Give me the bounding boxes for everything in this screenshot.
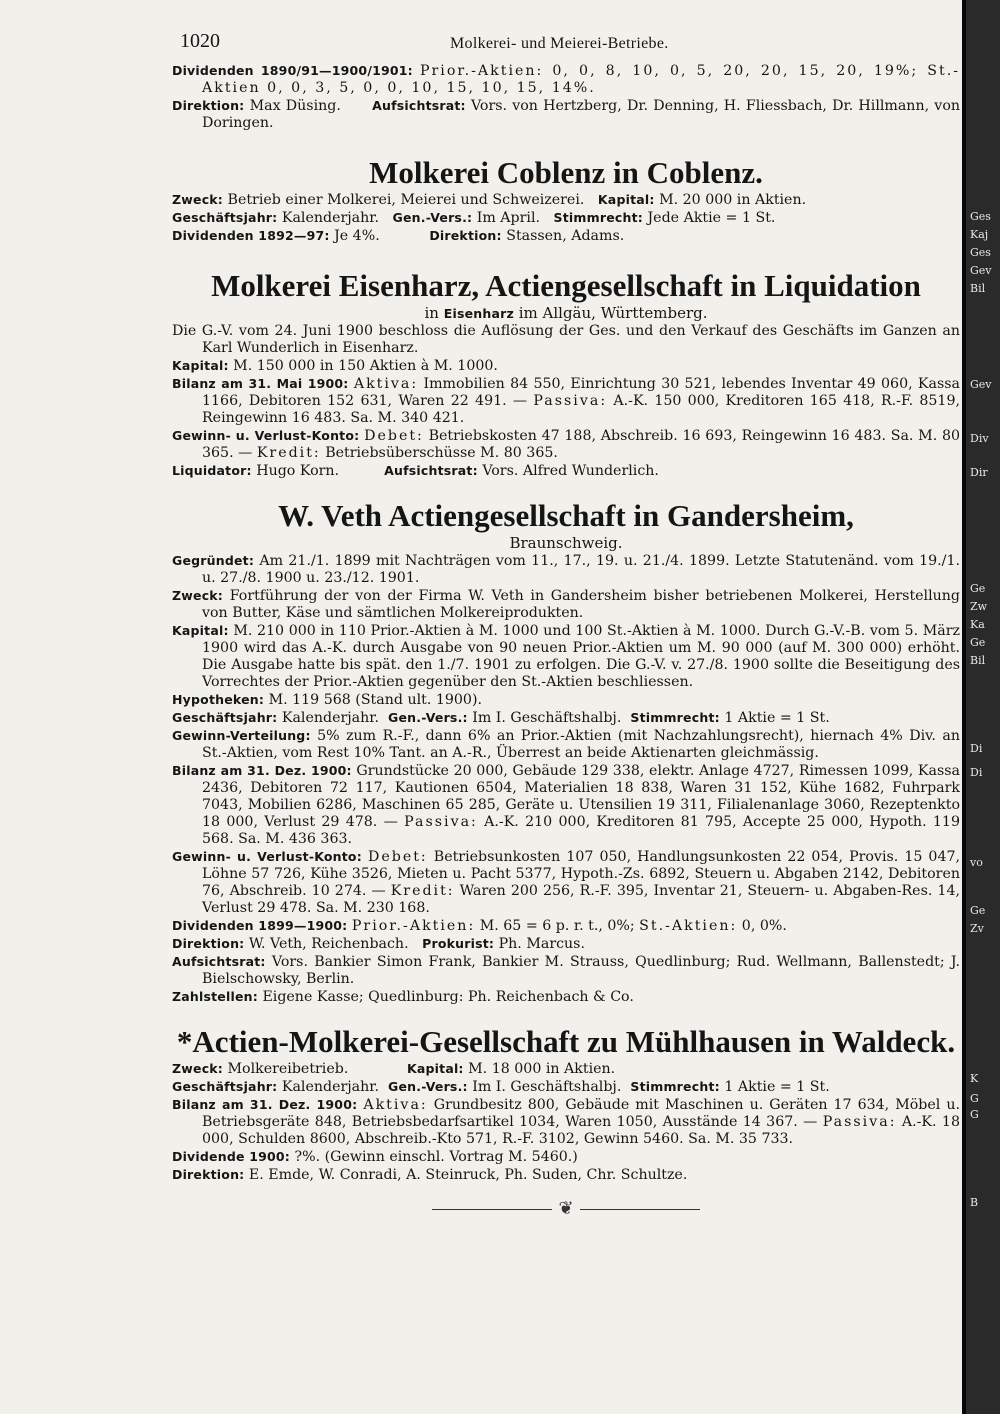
margin-fragment: G: [970, 1092, 979, 1105]
field-value: Betriebskosten 47 188, Abschreib. 16 693, Reingewinn 16 483. Sa. M. 80 365. —: [202, 428, 961, 461]
field-value: M. 210 000 in 110 Prior.-Aktien à M. 1000 und 100 St.-Aktien à M. 1000. Durch G.-V.-B. vom 5. März 1900 wird das A.-K. durch Ausgabe von 90 neuen Prior.-Aktien um M. 90 000 (auf M. 300 000) erhöht. Die Ausgabe hatte bis spät. den 1./7. 1901 zu erfolgen. Die G.-V. v. 27./8. 1900 sollte die Beseitigung des Vorrechtes der Prior.-Aktien gegenüber den St.-Aktien beschliessen.: [202, 623, 960, 690]
field-value: Molkereibetrieb.: [227, 1061, 349, 1077]
entry-title: Molkerei Eisenharz, Actiengesellschaft in Liquidation: [211, 268, 921, 303]
dividenden-line: [172, 62, 960, 97]
field-value: W. Veth, Reichenbach.: [248, 936, 409, 952]
entry-veth: [172, 498, 960, 1006]
field-label: Gewinn- u. Verlust-Konto:: [172, 849, 362, 864]
field-label: Dividenden 1890/91—1900/1901:: [172, 63, 413, 78]
zweck-line: [172, 191, 960, 209]
kapital-line: [172, 622, 960, 691]
entry-location: [172, 304, 960, 323]
field-label: Gewinn- u. Verlust-Konto:: [172, 428, 360, 443]
prior-label: Prior.-Aktien:: [351, 918, 476, 934]
field-value: 1 Aktie = 1 St.: [724, 710, 830, 726]
field-label: Bilanz am 31. Dez. 1900:: [172, 1097, 358, 1112]
field-label: Dividenden 1899—1900:: [172, 918, 348, 933]
entry-continued: [172, 62, 960, 132]
passiva-label: Passiva:: [533, 393, 608, 409]
gegruendet-line: [172, 552, 960, 587]
bilanz-line: [172, 762, 960, 848]
margin-fragment: Ge: [970, 636, 986, 649]
gv-note: Die G.-V. vom 24. Juni 1900 beschloss die Auflösung der Ges. und den Verkauf des Geschäfts im Ganzen an Karl Wunderlich in Eisenharz.: [172, 323, 960, 356]
field-label: Geschäftsjahr:: [172, 1079, 278, 1094]
field-label: Stimmrecht:: [630, 1079, 720, 1094]
field-value: Fortführung der von der Firma W. Veth in Gandersheim bisher betriebenen Molkerei, Herstellung von Butter, Käse und sämtlichen Molkereiprodukten.: [202, 588, 960, 621]
direktion-line: [172, 1166, 960, 1184]
field-label: Zweck:: [172, 1061, 224, 1076]
field-value: A.-K. 18 000, Schulden 8600, Abschreib.-Kto 571, R.-F. 3102, Gewinn 5460. Sa. M. 35 733.: [202, 1114, 960, 1147]
aktiva-label: Aktiva:: [363, 1097, 428, 1113]
margin-fragment: Bil: [970, 654, 986, 667]
entry-eisenharz: [172, 268, 960, 480]
dividende-line: [172, 1148, 960, 1166]
margin-fragment: Bil: [970, 282, 986, 295]
ornament-icon: ❦: [558, 1198, 574, 1219]
aktiva-label: Aktiva:: [353, 376, 419, 392]
field-label: Aufsichtsrat:: [384, 463, 478, 478]
field-value: M. 20 000 in Aktien.: [659, 192, 807, 208]
section-ornament: [172, 1198, 960, 1219]
direktion-line: [172, 97, 960, 132]
adjacent-page-margin: [962, 0, 1000, 1414]
location-name: Eisenharz: [443, 306, 514, 321]
field-value: Grundstücke 20 000, Gebäude 129 338, elektr. Anlage 4727, Rimessen 1099, Kassa 2436, Debitoren 72 117, Kautionen 6504, Materialien 18 838, Waren 31 152, Kühe 1682, Fuhrpark 7043, Mobilien 6286, Maschinen 65 285, Geräte u. Utensilien 19 311, Filialenanlage 3060, Rezeptenkto 18 000, Verlust 29 478. —: [202, 763, 960, 830]
zweck-line: [172, 587, 960, 622]
margin-fragment: Di: [970, 742, 983, 755]
page-header: [172, 30, 960, 62]
st-label: St.-Aktien:: [639, 918, 738, 934]
guv-line: [172, 427, 960, 462]
field-value: A.-K. 150 000, Kreditoren 165 418, R.-F. 8519, Reingewinn 16 483. Sa. M. 340 421.: [202, 393, 960, 426]
field-label: Liquidator:: [172, 463, 252, 478]
field-value: Am 21./1. 1899 mit Nachträgen vom 11., 17., 19. u. 21./4. 1899. Letzte Statutenänd. vom 19./1. u. 27./8. 1900 u. 23./12. 1901.: [202, 553, 960, 586]
field-value: ?%. (Gewinn einschl. Vortrag M. 5460.): [294, 1149, 578, 1165]
field-label: Direktion:: [172, 1167, 245, 1182]
field-value: Kalenderjahr.: [281, 1079, 379, 1095]
field-value: A.-K. 210 000, Kreditoren 81 795, Accepte 25 000, Hypoth. 119 568. Sa. M. 436 363.: [202, 814, 960, 847]
dividenden-line: [172, 917, 960, 935]
field-value: Im I. Geschäftshalbj.: [472, 710, 622, 726]
margin-fragment: Di: [970, 766, 983, 779]
margin-fragment: Ge: [970, 582, 986, 595]
margin-fragment: Ges: [970, 246, 991, 259]
entry-title: *Actien-Molkerei-Gesellschaft zu Mühlhausen in Waldeck.: [176, 1024, 956, 1059]
margin-fragment: Gev: [970, 378, 992, 391]
geschaeftsjahr-line: [172, 209, 960, 227]
location-suffix: im Allgäu, Württemberg.: [518, 304, 708, 322]
kredit-label: Kredit:: [256, 445, 321, 461]
location-prefix: in: [424, 304, 439, 322]
field-label: Stimmrecht:: [630, 710, 720, 725]
field-label: Gen.-Vers.:: [388, 710, 468, 725]
passiva-label: Passiva:: [404, 814, 478, 830]
debet-label: Debet:: [367, 849, 428, 865]
kapital-line: [172, 357, 960, 375]
field-value: M. 18 000 in Aktien.: [468, 1061, 616, 1077]
field-value: Im I. Geschäftshalbj.: [472, 1079, 622, 1095]
margin-fragment: Dir: [970, 466, 988, 479]
field-value: Waren 200 256, R.-F. 395, Inventar 21, Steuern- u. Abgaben-Res. 14, Verlust 29 478. Sa. M. 230 168.: [202, 883, 960, 916]
field-label: Direktion:: [429, 228, 502, 243]
page: [172, 30, 960, 1219]
field-value: Betrieb einer Molkerei, Meierei und Schweizerei.: [227, 192, 585, 208]
field-value: Grundbesitz 800, Gebäude mit Maschinen u. Geräten 17 634, Möbel u. Betriebsgeräte 848, Betriebsbedarfsartikel 1034, Waren 1050, Ausstände 14 367. —: [202, 1097, 961, 1130]
field-label: Bilanz am 31. Dez. 1900:: [172, 763, 352, 778]
field-label: Gewinn-Verteilung:: [172, 728, 311, 743]
bilanz-line: [172, 1096, 960, 1148]
guv-line: [172, 848, 960, 917]
running-title: Molkerei- und Meierei-Betriebe.: [450, 35, 669, 52]
field-label: Prokurist:: [422, 936, 495, 951]
field-label: Stimmrecht:: [553, 210, 643, 225]
field-label: Zahlstellen:: [172, 989, 258, 1004]
field-value: Immobilien 84 550, Einrichtung 30 521, lebendes Inventar 49 060, Kassa 1166, Debitoren 152 631, Waren 22 491. —: [202, 376, 961, 409]
margin-fragment: Zv: [970, 922, 984, 935]
bilanz-line: [172, 375, 960, 427]
entry-title: Molkerei Coblenz in Coblenz.: [369, 155, 763, 190]
margin-fragment: vo: [970, 856, 983, 869]
hypotheken-line: [172, 691, 960, 709]
field-value: E. Emde, W. Conradi, A. Steinruck, Ph. Suden, Chr. Schultze.: [248, 1167, 688, 1183]
gewinn-verteilung-line: [172, 727, 960, 762]
margin-fragment: Zw: [970, 600, 988, 613]
entry-location: Braunschweig.: [509, 534, 623, 552]
field-value: M. 150 000 in 150 Aktien à M. 1000.: [233, 358, 498, 374]
field-value: M. 119 568 (Stand ult. 1900).: [268, 692, 482, 708]
kredit-label: Kredit:: [390, 883, 455, 899]
field-label: Kapital:: [172, 358, 229, 373]
margin-fragment: Gev: [970, 264, 992, 277]
field-label: Geschäftsjahr:: [172, 210, 278, 225]
liquidator-line: [172, 462, 960, 480]
geschaeftsjahr-line: [172, 709, 960, 727]
field-value: Hugo Korn.: [256, 463, 340, 479]
margin-fragment: Ge: [970, 904, 986, 917]
field-value: Prior.-Aktien: 0, 0, 8, 10, 0, 5, 20, 20, 15, 20, 19%; St.-Aktien 0, 0, 3, 5, 0, 0, 10, 15, 10, 15, 14%.: [202, 63, 960, 96]
field-value: Vors. Bankier Simon Frank, Bankier M. Strauss, Quedlinburg; Rud. Wellmann, Ballenstedt; J. Bielschowsky, Berlin.: [202, 954, 960, 987]
field-value: Kalenderjahr.: [281, 710, 379, 726]
dividenden-line: [172, 227, 960, 245]
entry-title: W. Veth Actiengesellschaft in Gandersheim,: [278, 498, 854, 533]
field-label: Dividenden 1892—97:: [172, 228, 330, 243]
field-value: Vors. von Hertzberg, Dr. Denning, H. Fliessbach, Dr. Hillmann, von Doringen.: [202, 98, 960, 131]
field-value: Eigene Kasse; Quedlinburg: Ph. Reichenbach & Co.: [262, 989, 634, 1005]
field-value: Ph. Marcus.: [498, 936, 585, 952]
field-label: Direktion:: [172, 98, 245, 113]
entry-muehlhausen: [172, 1024, 960, 1184]
zweck-line: [172, 1060, 960, 1078]
zahlstellen-line: [172, 988, 960, 1006]
field-value: 5% zum R.-F., dann 6% an Prior.-Aktien (mit Nachzahlungsrecht), hiernach 4% Div. an St.-Aktien, vom Rest 10% Tant. an A.-R., Überrest an beide Aktienarten gleichmässig.: [202, 728, 960, 761]
margin-fragment: G: [970, 1108, 979, 1121]
direktion-line: [172, 935, 960, 953]
field-value: Je 4%.: [334, 228, 380, 244]
field-value: 1 Aktie = 1 St.: [724, 1079, 830, 1095]
aufsichtsrat-line: [172, 953, 960, 988]
margin-fragment: B: [970, 1196, 979, 1209]
debet-label: Debet:: [364, 428, 424, 444]
field-label: Kapital:: [406, 1061, 464, 1076]
field-label: Hypotheken:: [172, 692, 265, 707]
geschaeftsjahr-line: [172, 1078, 960, 1096]
field-label: Gen.-Vers.:: [392, 210, 473, 225]
field-label: Geschäftsjahr:: [172, 710, 278, 725]
field-value: 0, 0%.: [741, 918, 787, 934]
field-value: Betriebsüberschüsse M. 80 365.: [325, 445, 558, 461]
field-label: Kapital:: [172, 623, 229, 638]
field-value: M. 65 = 6 p. r. t., 0%;: [479, 918, 635, 934]
page-number: 1020: [180, 30, 220, 52]
field-value: Stassen, Adams.: [506, 228, 625, 244]
field-value: Max Düsing.: [249, 98, 341, 114]
field-label: Kapital:: [597, 192, 655, 207]
field-label: Aufsichtsrat:: [172, 954, 266, 969]
passiva-label: Passiva:: [822, 1114, 897, 1130]
field-label: Zweck:: [172, 192, 224, 207]
field-label: Bilanz am 31. Mai 1900:: [172, 376, 349, 391]
margin-fragment: Div: [970, 432, 989, 445]
margin-fragment: K: [970, 1072, 979, 1085]
field-value: Betriebsunkosten 107 050, Handlungsunkosten 22 054, Provis. 15 047, Löhne 57 726, Kühe 3526, Mieten u. Pacht 5377, Hypoth.-Zs. 6892, Steuern u. Abgaben 2142, Debitoren 76, Abschreib. 10 274. —: [202, 849, 961, 899]
field-label: Gen.-Vers.:: [388, 1079, 468, 1094]
margin-fragment: Ka: [970, 618, 985, 631]
margin-fragment: Ges: [970, 210, 991, 223]
field-label: Zweck:: [172, 588, 224, 603]
field-label: Gegründet:: [172, 553, 255, 568]
field-label: Dividende 1900:: [172, 1149, 290, 1164]
margin-fragment: Kaj: [970, 228, 989, 241]
field-label: Aufsichtsrat:: [372, 98, 466, 113]
field-value: Vors. Alfred Wunderlich.: [482, 463, 659, 479]
field-value: Kalenderjahr.: [281, 210, 379, 226]
entry-coblenz: [172, 155, 960, 245]
field-value: Jede Aktie = 1 St.: [647, 210, 776, 226]
field-label: Direktion:: [172, 936, 245, 951]
field-value: Im April.: [476, 210, 540, 226]
